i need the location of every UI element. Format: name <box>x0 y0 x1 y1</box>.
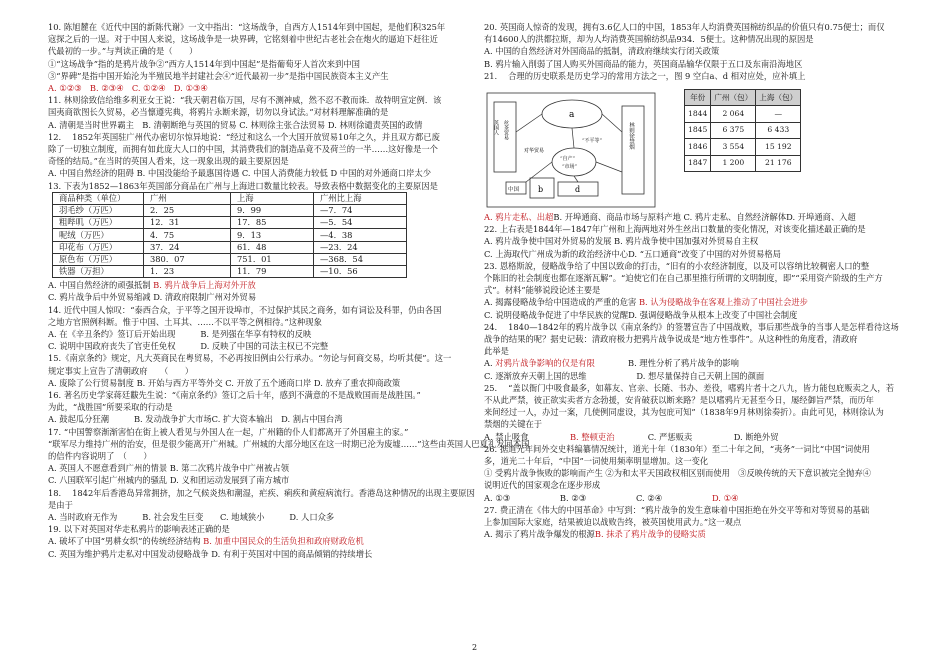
line-text: 多，道光二十年后，“中国”一词使用频率明显增加。这一变化 <box>484 456 709 467</box>
line-text: 有14600人的洪都拉斯，却为人均消费英国棉纺织品934．5便士。这种情况出现的原因是 <box>484 34 814 45</box>
line-text: 说明近代的国家观念在逐步形成 <box>484 480 601 491</box>
table-cell: 年份 <box>685 90 711 106</box>
line-text: 此举是 <box>484 346 509 357</box>
text-line <box>48 535 472 547</box>
line-text: 12. 1852年英国驻广州代办密切尔惊异地说：“经过和这么一个大国开放贸易10年之久，并且双方都已废 <box>48 131 440 142</box>
line-text: 15.《南京条约》规定，凡大英商民在粤贸易，不必再按旧例由公行承办。“勿论与何商交易，均听其便”。这一 <box>48 353 452 364</box>
line-text: 寇探之后的一逞。对于中国人来说，这场战争是一块界碑，它铭刻着中世纪古老社会在炮火的逼迫下赶往近 <box>48 34 438 45</box>
text-line <box>48 499 472 511</box>
table-cell: 1．23 <box>144 265 231 277</box>
highlighted-answer: A. 鸦片走私、出超 <box>484 212 554 223</box>
line-text: 10. 陈旭麓在《近代中国的新陈代谢》一文中指出：“这场战争，自西方人1514年到中国起，是他们积325年 <box>48 22 446 32</box>
text-line <box>48 180 472 192</box>
line-text: A. 在《辛丑条约》签订后开始出现 B. 是列强在华享有特权的反映 <box>48 328 312 339</box>
table-cell: —10．56 <box>314 265 407 277</box>
table-cell: 2．25 <box>144 205 231 217</box>
table-cell: 上海（包） <box>756 90 801 106</box>
highlighted-answer: B. 加重中国民众的生活负担和政府财政危机 <box>203 536 364 547</box>
text-line <box>484 272 908 284</box>
table-row <box>53 253 407 265</box>
table-cell: 原色布（万匹） <box>53 253 144 265</box>
highlighted-answer: B. 认为侵略战争在客观上推动了中国社会进步 <box>638 297 808 308</box>
text-line <box>48 328 472 340</box>
line-text: A. 禁止吸食 <box>484 431 570 442</box>
text-line <box>48 131 472 143</box>
line-text: 的信件内容说明了 （ ） <box>48 451 152 461</box>
table-cell: 广州（包） <box>711 90 756 106</box>
text-line <box>484 406 908 418</box>
line-text: 禁烟的关键在于 <box>484 419 543 430</box>
line-text: C. 鸦片战争后中外贸易缩减 D. 清政府限制广州对外贸易 <box>48 292 257 303</box>
table-cell: 61．48 <box>231 241 314 253</box>
table-cell: 380．07 <box>144 253 231 265</box>
table-cell: 呢绒（万匹） <box>53 229 144 241</box>
text-line <box>484 382 908 394</box>
line-text: 是由于 <box>48 499 73 510</box>
text-line <box>48 304 472 316</box>
text-line <box>484 70 908 82</box>
text-line <box>48 377 472 389</box>
line-text: 20. 英国商人惊奇的发现，拥有3.6亿人口的中国，1853年人均消费英国棉纺织品的价值只有0.75便士；而仅 <box>484 22 885 32</box>
text-line <box>484 284 908 296</box>
diagram-label-linkage: 对华贸易 <box>524 148 545 155</box>
text-line <box>484 492 908 504</box>
table-cell: 广州 <box>144 192 231 204</box>
table-cell: 羽毛纱（万匹） <box>53 205 144 217</box>
table-cell: —4．38 <box>314 229 407 241</box>
diagram-label-demand: “自产” <box>560 156 576 163</box>
table-cell: 15 192 <box>756 139 801 155</box>
diagram-label-yongren: 英国人 <box>493 120 499 136</box>
line-text: C. 逐渐放弃天朝上国的思维 D. 想尽量保持自己天朝上国的颜面 <box>484 370 765 381</box>
line-text: A. <box>484 358 496 369</box>
diagram-label-side: 林则徐禁烟 <box>628 122 634 150</box>
diagram-arrow-4 <box>526 162 552 182</box>
table-cell: 9．13 <box>231 229 314 241</box>
line-text: 16. 著名历史学家蒋廷黻先生说：“《南京条约》签订之后十年，感到不满意的不是战败国而是战胜国。” <box>48 389 421 400</box>
table-cell: 3 554 <box>711 139 756 155</box>
table-cell: — <box>756 106 801 122</box>
table-row <box>53 217 407 229</box>
line-text: 规定事实上宣告了清朝政府 （ ） <box>48 365 194 376</box>
table-cell: —368．54 <box>314 253 407 265</box>
table-cell: 商品种类（单位） <box>53 192 144 204</box>
line-text: 个陈旧的社会制度也都在逐渐瓦解”。“迫使它们在自己那里推行所谓的文明制度，即”“采用资产阶级的生产方 <box>484 273 883 284</box>
table-cell: 1 200 <box>711 155 756 171</box>
right-questions-21-27 <box>484 211 908 540</box>
line-text: A. 清朝是当时世界霸主 B. 清朝断绝与英国的贸易 C. 林则徐主张合法贸易 D. 林则徐谴责英国的政情 <box>48 119 423 130</box>
line-text: 来间经过一人，办过一案，几使例同虚设，其为包庇可知”（1838年9月林则徐奏折）。由此可见，林则徐认为 <box>484 407 884 418</box>
table-cell: 751．01 <box>231 253 314 265</box>
silk-export-table <box>684 89 801 172</box>
line-text: A. ①③ B. ②③ C. ②④ <box>484 492 712 503</box>
table-row <box>53 229 407 241</box>
line-text: A. 中国自然经济的阻碍 B. 中国没能给予最惠国待遇 C. 中国人消费能力较低 D 中国的对外通商口岸太少 <box>48 168 432 179</box>
table-cell: 6 375 <box>711 122 756 138</box>
table-cell: 印花布（万匹） <box>53 241 144 253</box>
line-text: 23. 恩格斯說，侵略战争给了中国以致命的打击，“旧有的小农经济制度，以及可以容纳比较稠密人口的整 <box>484 260 870 271</box>
line-text: 27. 费正清在《伟大的中国革命》中写到：“鸦片战争的发生意味着中国拒绝在外交平等和对等贸易的基础 <box>484 504 870 515</box>
table-header-row <box>685 90 801 106</box>
text-line <box>48 401 472 413</box>
text-line <box>484 455 908 467</box>
table-cell: 37．24 <box>144 241 231 253</box>
text-line <box>484 211 908 223</box>
text-line <box>48 365 472 377</box>
text-line <box>484 504 908 516</box>
text-line <box>484 394 908 406</box>
text-line <box>484 345 908 357</box>
line-text: 奇怪的结局。”在当时的英国人看来，这一现象出现的最主要原因是 <box>48 156 289 167</box>
text-line <box>48 155 472 167</box>
diagram-label-market: “市场” <box>562 164 578 171</box>
table-row <box>53 205 407 217</box>
text-line <box>48 438 530 450</box>
line-text: 26. 据道光年间外交史料编纂情况统计，道光十年（1830年）至二十年之间，“夷务”一词比“中国”词使用 <box>484 443 870 454</box>
text-line <box>484 223 908 235</box>
diagram-label-d: d <box>575 185 581 195</box>
table-cell: 1847 <box>685 155 711 171</box>
line-text: 25. “盖以衙门中吸食最多，如幕友、官亲、长随、书办、差役，嗜鸦片者十之八九，皆力能包庇贩卖之人，若 <box>484 382 895 393</box>
line-text: A. 中国的自然经济对外国商品的抵制，清政府继续实行闭关政策 <box>484 46 720 57</box>
table-cell: 铁器（万担） <box>53 265 144 277</box>
line-text: 之地方官照例科断。惟于中国、土耳其、……不以平等之例相待。”这种现象 <box>48 316 322 327</box>
text-line <box>48 389 472 401</box>
line-text: 国夷商欲图长久贸易，必当懔遵宪典，将鸦片永断来源，切勿以身试法。”对材料理解准确的是 <box>48 107 389 118</box>
text-line <box>484 321 908 333</box>
text-line <box>48 291 472 303</box>
text-line <box>484 443 908 455</box>
text-line <box>48 58 472 70</box>
figure-9-area <box>484 84 908 210</box>
text-line <box>48 279 472 291</box>
diagram-label-b: b <box>538 185 544 195</box>
table-cell: —5．54 <box>314 217 407 229</box>
text-line <box>48 167 472 179</box>
text-line <box>484 516 908 528</box>
right-questions-20-21 <box>484 21 908 82</box>
text-line <box>48 70 472 82</box>
table-row <box>53 265 407 277</box>
table-cell: 12．31 <box>144 217 231 229</box>
line-text: 11. 林则徐致信给维多利亚女王说：“我天朝君临万国，尽有不测神威，然不忍不教而诛．故特明宣定例．该 <box>48 95 442 106</box>
line-text: 13. 下表为1852—1863年英国部分商品在广州与上海进口数量比较表。导致表格中数据变化的主要原因是 <box>48 180 438 191</box>
line-text: 17. “中国警察渐渐害怕在街上被人看见与外国人在一起，广州籍的仆人们都离开了外国雇主的家。” <box>48 426 409 437</box>
line-text: 21. 合理的历史联系是历史学习的常用方法之一，图 9 空白a、d 相对应处，应补填上 <box>484 70 806 81</box>
text-line <box>484 309 908 321</box>
line-text: A. ①②③ B. ②③④ C. ①②④ D. ①③④ <box>48 83 208 94</box>
text-line <box>484 418 908 430</box>
relationship-diagram <box>486 92 656 208</box>
table-cell: —7．74 <box>314 205 407 217</box>
text-line <box>484 33 908 45</box>
highlighted-answer: B. 鸦片战争后上海对外开放 <box>153 280 256 291</box>
text-line <box>48 316 472 328</box>
table-cell: 广州比上海 <box>314 192 407 204</box>
text-line <box>48 548 472 560</box>
text-line <box>48 94 472 106</box>
text-line <box>484 45 908 57</box>
text-line <box>48 340 472 352</box>
table-row <box>685 106 801 122</box>
table-cell: 17．85 <box>231 217 314 229</box>
line-text-continued: B. 开埠通商、商品市场与原料产地 C. 鸦片走私、自然经济解体D. 开埠通商、入超 <box>553 212 856 223</box>
table-cell: 9．99 <box>231 205 314 217</box>
commodity-table <box>52 192 407 278</box>
text-line <box>48 119 472 131</box>
text-line <box>484 479 908 491</box>
line-text: 24. 1840—1842年的鸦片战争以《南京条约》的签署宣告了中国战败，事后那些战争的当事人是怎样看待这场 <box>484 321 899 332</box>
line-text: A. 鸦片战争使中国对外贸易的发展 B. 鸦片战争使中国加强对外贸易自主权 <box>484 236 759 247</box>
highlighted-answer: D. ①④ <box>711 492 739 503</box>
line-text: ① 受鸦片战争恢败的影响而产生 ②为和太平天国政权相区别而使用 ③反映传统的天下意识被完全抛弃④ <box>484 468 871 479</box>
line-text: C. 说明中国政府丧失了官吏任免权 D. 反映了中国的司法主权已不完整 <box>48 341 329 352</box>
text-line <box>48 106 472 118</box>
diagram-ellipse-demand <box>552 148 596 176</box>
table-cell: 2 064 <box>711 106 756 122</box>
table-row <box>685 155 801 171</box>
line-text: C. 上海取代广州成为新的政治经济中心D. “五口通商”改变了中国的对外贸易格局 <box>484 248 781 259</box>
line-text: A. 揭示了鸦片战争爆发的根源 <box>484 529 595 540</box>
line-text: A. 英国人不愿意看到广州的情景 B. 第二次鸦片战争中广州被占领 <box>48 463 289 474</box>
text-line <box>48 21 472 33</box>
text-line <box>48 33 472 45</box>
line-text: “联军尽力维持广州的治安，但是很少能离开广州城。广州城的大部分地区在这一时期已沦为废墟……”这些由英国人巴夏礼发回本国 <box>48 438 530 449</box>
table-cell: 11．79 <box>231 265 314 277</box>
highlighted-answer: B. 抹杀了鸦片战争的侵略实质 <box>594 529 706 540</box>
line-text: 式”。材料”能够说段论述主要是 <box>484 285 601 296</box>
line-text: A. 揭露侵略战争给中国造成的严重的危害 <box>484 297 639 308</box>
text-line <box>48 45 472 57</box>
line-text: C. 说明侵略战争促进了中华民族的觉醒D. 强调侵略战争从根本上改变了中国社会制度 <box>484 309 798 320</box>
text-line <box>484 467 908 479</box>
text-line <box>484 296 908 308</box>
line-text: C. 八国联军引起广州城内的骚乱 D. 义和团运动发展到了南方城市 <box>48 475 290 486</box>
diagram-label-china: 中国 <box>508 187 520 194</box>
table-header-row <box>53 192 407 204</box>
table-row <box>685 139 801 155</box>
text-line <box>48 450 472 462</box>
line-text: A. 中国自然经济的顽强抵制 <box>48 280 154 291</box>
line-text: 不从此严禁，彼正欲实卖者方念勃援，安肯破获以断来路？是以嗜鸦片无甚至今日，屡经御旨严禁，而历年 <box>484 395 874 406</box>
diagram-arrow-6 <box>574 176 578 182</box>
line-text: C. 英国为维护鸦片走私对中国发动侵略战争 D. 有利于英国对中国的商品倾销的持续增长 <box>48 548 373 559</box>
text-line <box>48 426 472 438</box>
line-text: ③“界碑”是指中国开始沦为半殖民地半封建社会④“近代最初一步”是指中国民族资本主义产生 <box>48 70 389 81</box>
table-row <box>53 241 407 253</box>
table-cell: 1845 <box>685 122 711 138</box>
text-line <box>48 413 472 425</box>
table-row <box>685 122 801 138</box>
table-cell: 6 433 <box>756 122 801 138</box>
text-line <box>484 528 908 540</box>
right-column <box>484 21 908 541</box>
text-line <box>484 333 908 345</box>
line-text-continued: C. 严惩贩卖 D. 断绝外贸 <box>614 431 779 442</box>
text-line <box>48 511 472 523</box>
line-text: 上参加国际大家庭，结果被迫以战败告终，被英国使用武力。”这一观点 <box>484 517 742 528</box>
table-cell: —23．24 <box>314 241 407 253</box>
line-text: 14. 近代中国人惊叹：“泰西合众，于平等之国开设埠市，不过保护其民之商务，如有词讼及科罪，仍由各国 <box>48 304 442 315</box>
diagram-label-arrow-note: “不平等” <box>582 138 603 145</box>
table-cell: 21 176 <box>756 155 801 171</box>
page-number: 2 <box>472 643 478 652</box>
text-line <box>48 352 472 364</box>
diagram-arrow-2 <box>602 114 622 132</box>
line-text: A. 鼓起瓜分狂潮 B. 发动战争扩大市场C. 扩大资本输出 D. 割占中国台湾 <box>48 414 343 425</box>
diagram-label-a: a <box>569 110 575 121</box>
line-text-continued: B. 理性分析了鸦片战争的影响 <box>594 358 739 369</box>
text-line <box>484 260 908 272</box>
text-line <box>484 357 908 369</box>
diagram-label-ciwu: 丝茶贸易 <box>503 120 509 141</box>
text-line <box>48 143 472 155</box>
text-line <box>484 370 908 382</box>
left-questions-10-13 <box>48 21 472 192</box>
text-line <box>48 462 472 474</box>
text-line <box>48 487 475 499</box>
highlighted-answer: 对鸦片战争影响的仅是有限 <box>495 358 595 369</box>
line-text: 22. 上右表是1844年—1847年广州和上海两地对外生丝出口数量的变化情况，对该变化描述最正确的是 <box>484 224 866 235</box>
line-text: B. 鸦片输入削弱了国人购买外国商品的能力，英国商品输华仅限于五口及东南沿海地区 <box>484 58 803 69</box>
line-text: 除了一切独立制度，而拥有如此庞大人口的中国，其消费我们的制造品竟不及荷兰的一半……这好像是一个 <box>48 144 438 155</box>
text-line <box>484 431 908 443</box>
text-line <box>48 82 472 94</box>
text-line <box>48 523 472 535</box>
text-line <box>484 21 908 33</box>
text-line <box>484 58 908 70</box>
line-text: 战争的结果的呢？据史记载：清政府极力把鸦片战争说成是“地方性事件”。从这种性的角度看，清政府 <box>484 334 858 345</box>
text-line <box>48 474 472 486</box>
highlighted-answer: B. 整顿吏治 <box>569 431 615 442</box>
diagram-arrow-1 <box>516 114 542 132</box>
line-text: 19. 以下对英国对华走私鸦片的影响表述正确的是 <box>48 524 230 535</box>
text-line <box>484 235 908 247</box>
table-cell: 上海 <box>231 192 314 204</box>
line-text: 18. 1842年后香港岛异常拥挤，加之气候炎热和潮湿，疟疾、痢疾和黄痘病流行。香港岛这种情况的出现主要原因 <box>48 487 475 498</box>
line-text: ①“这场战争”指的是鸦片战争②“西方人1514年到中国起”是指葡萄牙人首次来到中国 <box>48 58 360 69</box>
line-text: A. 当时政府无作为 B. 社会发生巨变 C. 地域狭小 D. 人口众多 <box>48 512 335 523</box>
table-cell: 1844 <box>685 106 711 122</box>
table-cell: 4．75 <box>144 229 231 241</box>
line-text: 代最初的一步。”与判读正确的是（ ） <box>48 46 198 57</box>
line-text: A. 破坏了中国“男耕女织”的传统经济结构 <box>48 536 204 547</box>
line-text: 为此，“战胜国”所要采取的行动是 <box>48 402 173 413</box>
line-text: A. 废除了公行贸易制度 B. 开始与西方平等外交 C. 开放了五个通商口岸 D. 放弃了重农抑商政策 <box>48 377 401 388</box>
table-cell: 1846 <box>685 139 711 155</box>
diagram-arrow-5 <box>596 162 622 172</box>
diagram-right-box <box>622 106 644 194</box>
text-line <box>484 248 908 260</box>
diagram-arrow-3 <box>572 128 574 148</box>
table-cell: 粗哔叽（万匹） <box>53 217 144 229</box>
